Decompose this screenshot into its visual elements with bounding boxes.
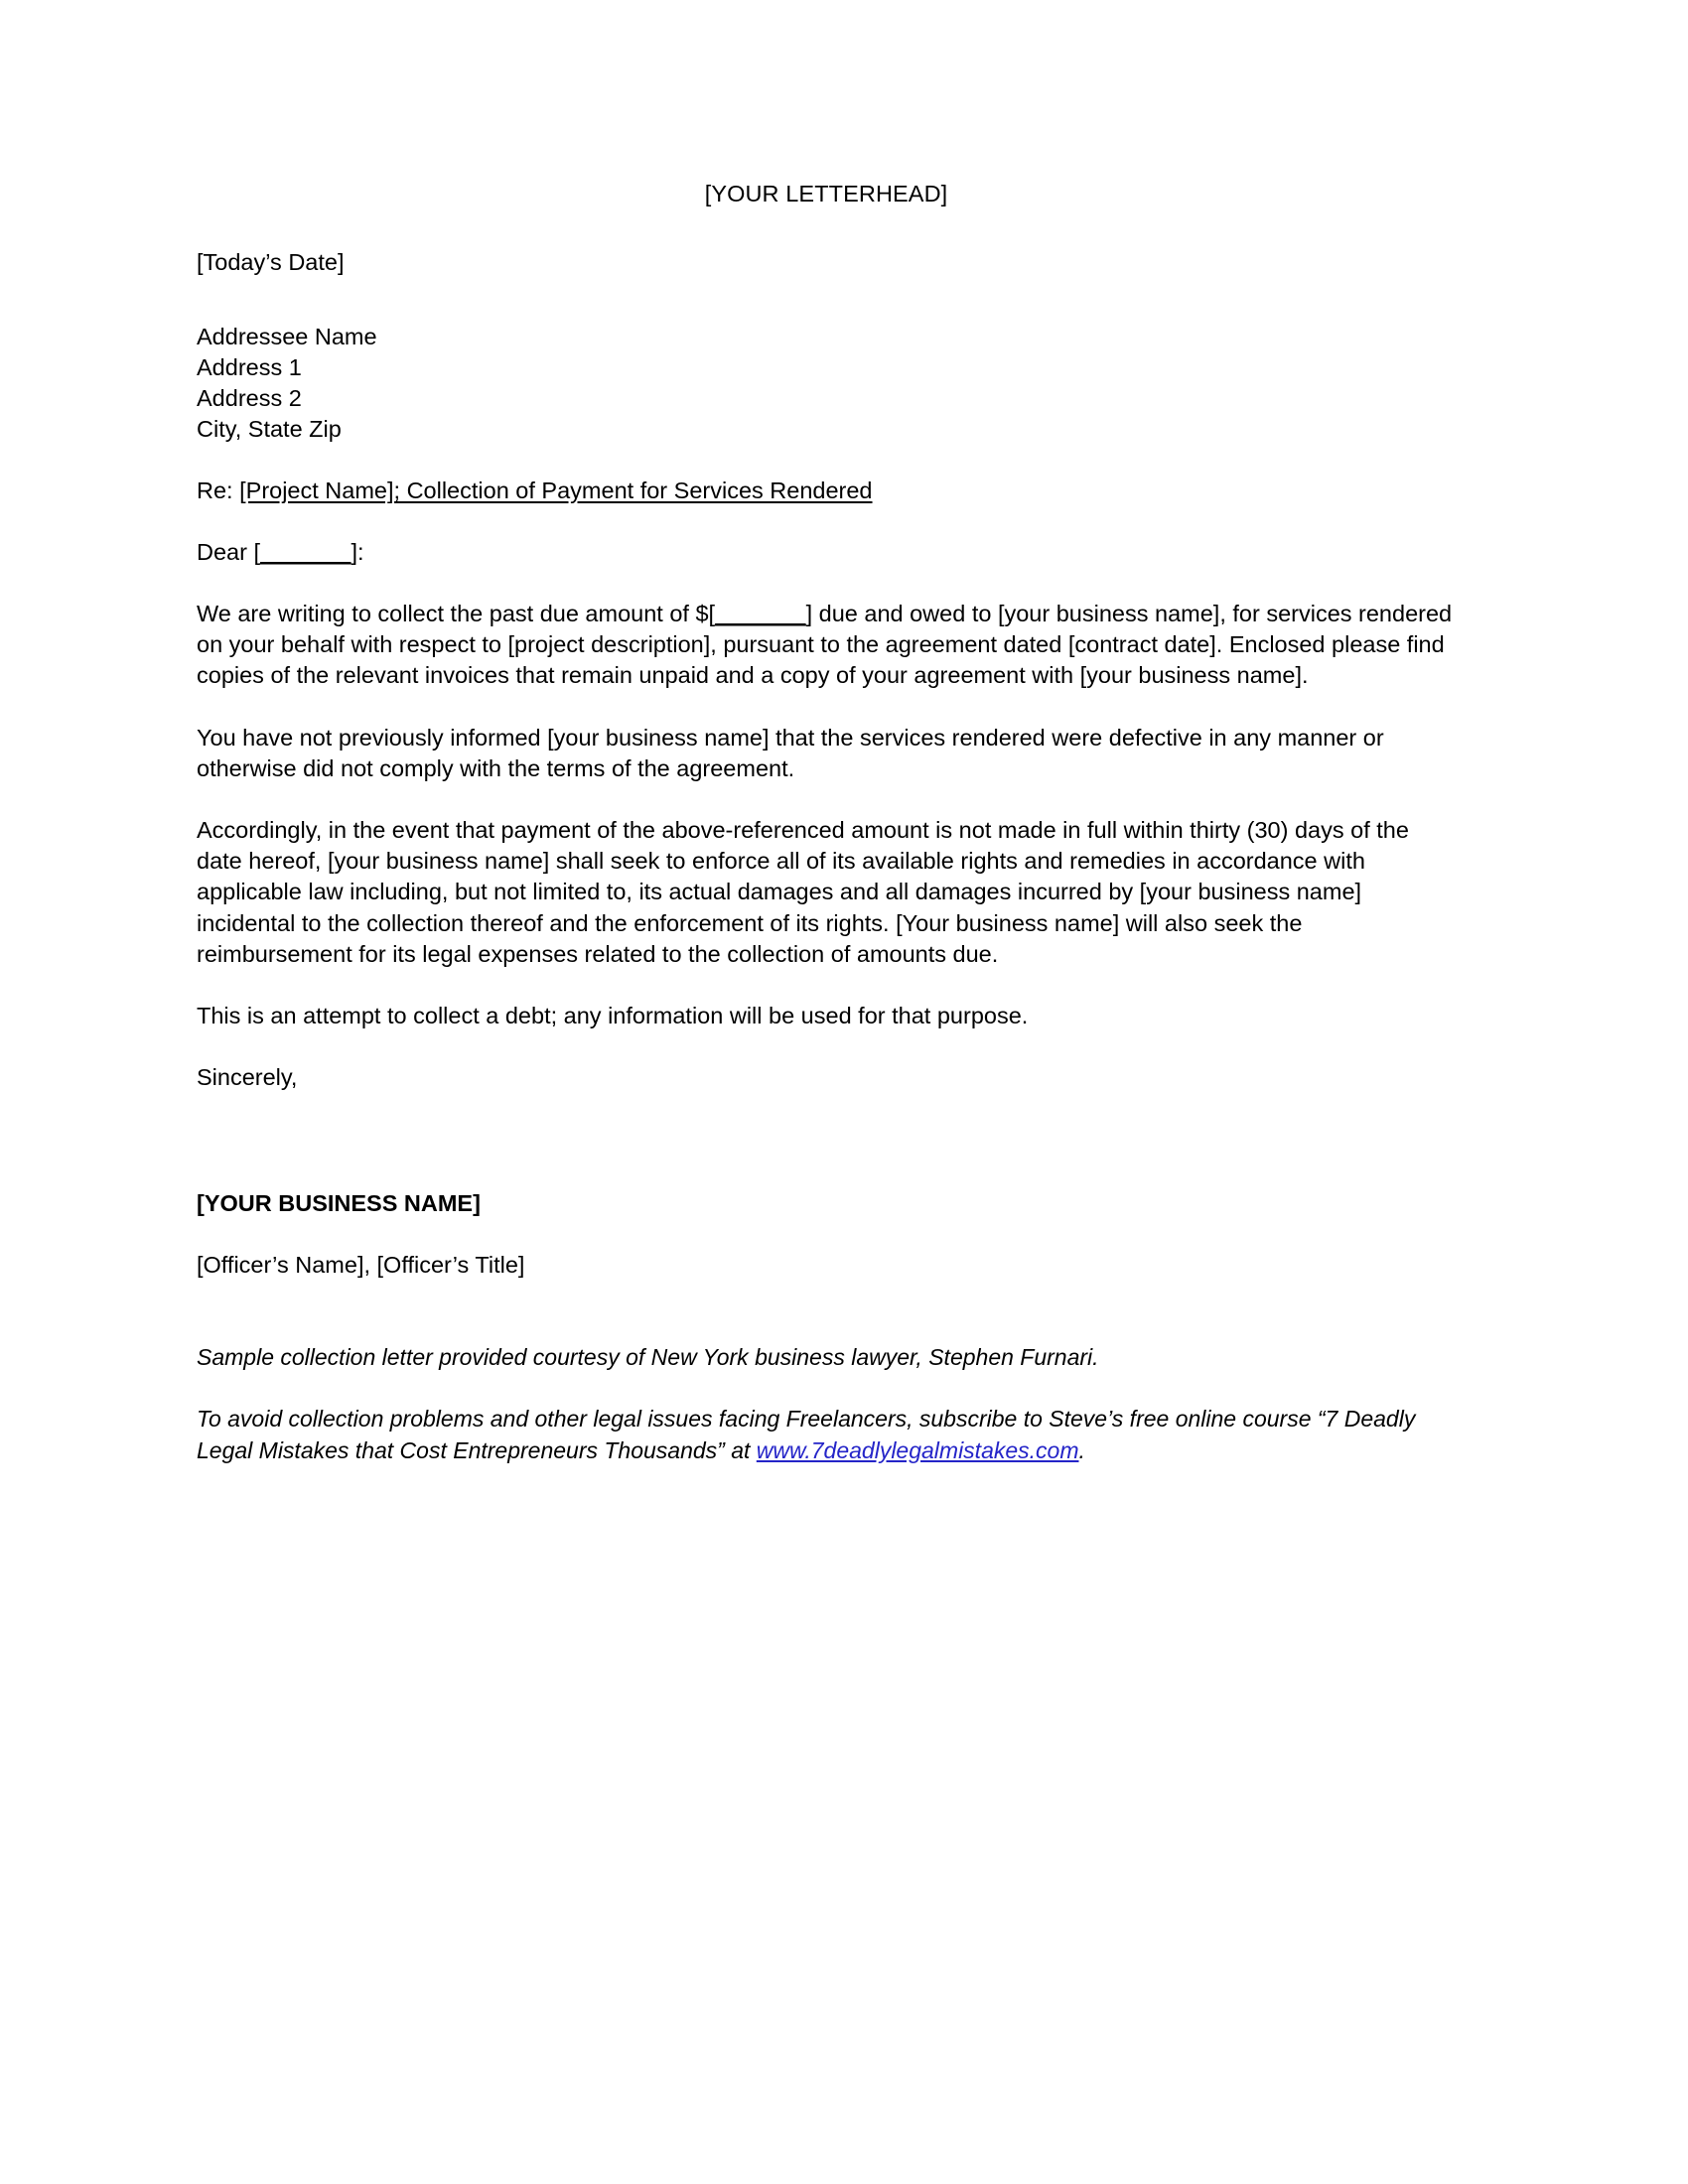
re-prefix: Re: bbox=[197, 478, 240, 503]
salutation-suffix: ]: bbox=[351, 539, 364, 565]
addressee-address-1: Address 1 bbox=[197, 354, 302, 380]
addressee-name: Addressee Name bbox=[197, 324, 377, 349]
spacer-after-address bbox=[197, 445, 1456, 476]
spacer-after-re bbox=[197, 506, 1456, 537]
letter-content bbox=[197, 179, 1456, 1466]
closing-line: Sincerely, bbox=[197, 1064, 298, 1091]
paragraph-1-part-b: ] due and owed to [your business name], for services rendered on your behalf with respect to [project description], pursuant to the agreement dated [contract date]. Enclosed please find copies of the relevant invoices that remain unpaid and a copy of your agreement with [your business name]. bbox=[197, 601, 1453, 689]
footer-promo-note bbox=[197, 1404, 1456, 1465]
spacer-after-paragraph-3 bbox=[197, 970, 1456, 1001]
signature-officer-line: [Officer’s Name], [Officer’s Title] bbox=[197, 1252, 525, 1279]
addressee-city-state-zip: City, State Zip bbox=[197, 416, 342, 442]
spacer-between-footer-notes bbox=[197, 1373, 1456, 1404]
amount-blank-field[interactable]: _______ bbox=[715, 601, 806, 626]
signature-space bbox=[197, 1093, 1456, 1188]
letterhead-placeholder: [YOUR LETTERHEAD] bbox=[704, 181, 948, 206]
spacer-after-date bbox=[197, 278, 1456, 322]
salutation-blank-field[interactable]: _______ bbox=[260, 539, 352, 565]
body-paragraph-2: You have not previously informed [your business name] that the services rendered were defective in any manner or otherwise did not comply with the terms of the agreement. bbox=[197, 724, 1384, 781]
spacer-after-salutation bbox=[197, 568, 1456, 599]
footer-promo-text: To avoid collection problems and other legal issues facing Freelancers, subscribe to Steve’s free online course “7 Deadly Legal Mistakes that Cost Entrepreneurs Thousands” at bbox=[197, 1406, 1416, 1463]
addressee-address-2: Address 2 bbox=[197, 385, 302, 411]
course-website-link[interactable]: www.7deadlylegalmistakes.com bbox=[756, 1436, 1079, 1463]
signature-business-name: [YOUR BUSINESS NAME] bbox=[197, 1190, 481, 1217]
spacer-before-footer bbox=[197, 1281, 1456, 1342]
paragraph-1-part-a: We are writing to collect the past due amount of $[ bbox=[197, 601, 716, 626]
body-paragraph-4: This is an attempt to collect a debt; any information will be used for that purpose. bbox=[197, 1003, 1029, 1029]
salutation-line bbox=[197, 537, 1456, 568]
spacer-after-paragraph-1 bbox=[197, 692, 1456, 723]
addressee-block bbox=[197, 322, 1456, 445]
spacer-after-business-name bbox=[197, 1219, 1456, 1250]
re-subject-text: [Project Name]; Collection of Payment for Services Rendered bbox=[239, 478, 873, 503]
salutation-prefix: Dear [ bbox=[197, 539, 260, 565]
footer-promo-suffix: . bbox=[1078, 1436, 1085, 1463]
re-subject-line bbox=[197, 476, 1456, 506]
body-paragraph-3: Accordingly, in the event that payment of the above-referenced amount is not made in full within thirty (30) days of the date hereof, [your business name] shall seek to enforce all of its available rights and remedies in accordance with applicable law including, but not limited to, its actual damages and all damages incurred by [your business name] incidental to the collection thereof and the enforcement of its rights. [Your business name] will also seek the reimbursement for its legal expenses related to the collection of amounts due. bbox=[197, 817, 1409, 967]
body-paragraph-1 bbox=[197, 599, 1456, 692]
spacer-after-paragraph-4 bbox=[197, 1031, 1456, 1062]
footer-credit-note: Sample collection letter provided courtesy of New York business lawyer, Stephen Furnari. bbox=[197, 1344, 1099, 1371]
spacer-after-paragraph-2 bbox=[197, 784, 1456, 815]
date-line: [Today’s Date] bbox=[197, 249, 345, 275]
